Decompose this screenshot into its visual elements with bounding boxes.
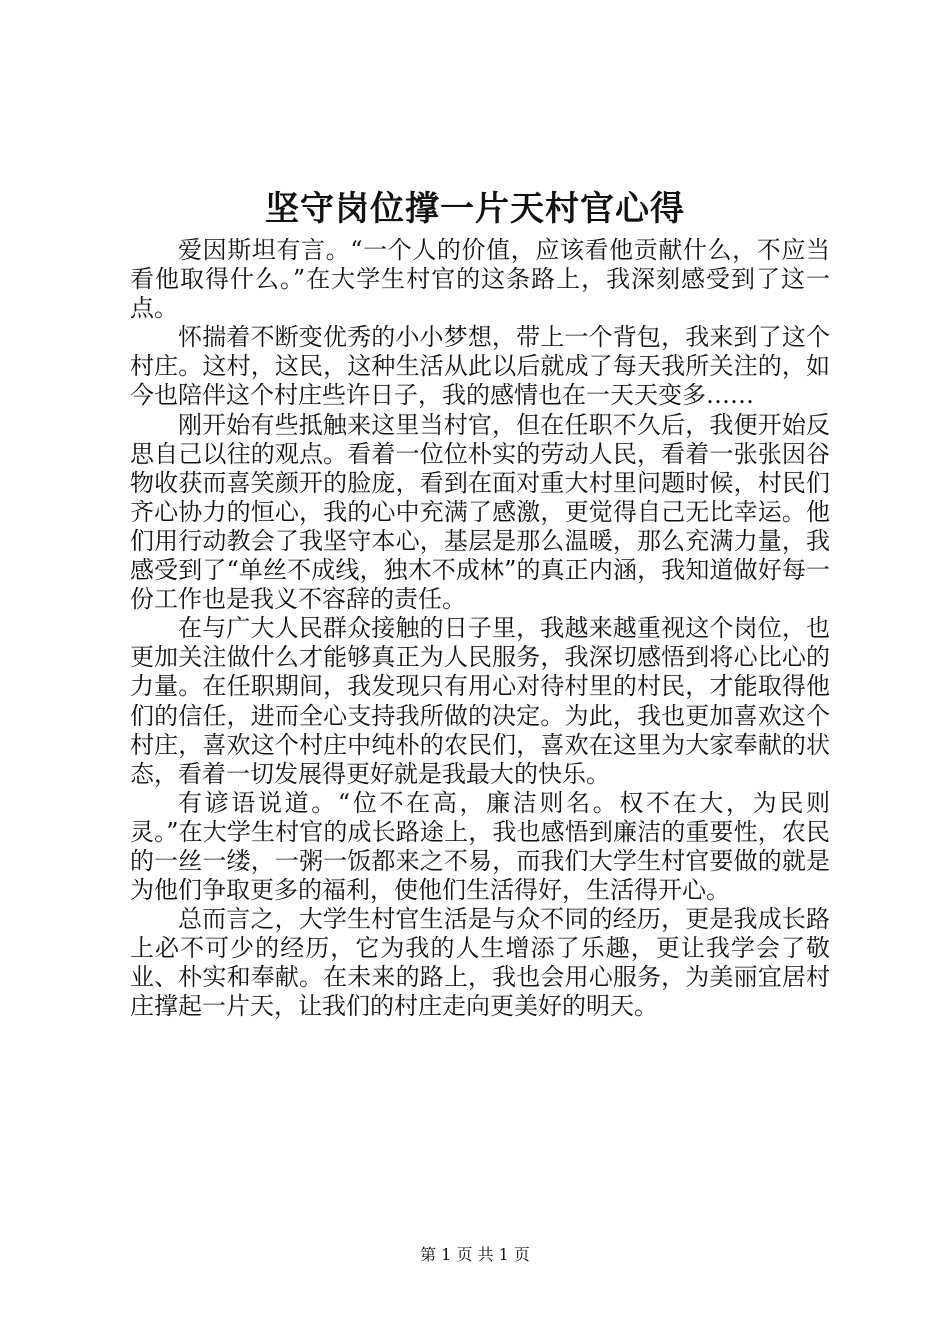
paragraph-4: 在与广大人民群众接触的日子里，我越来越重视这个岗位，也更加关注做什么才能够真正为人民服务，我深切感悟到将心比心的力量。在任职期间，我发现只有用心对待村里的村民，才能取得他们的信任，进而全心支持我所做的决定。为此，我也更加喜欢这个村庄，喜欢这个村庄中纯朴的农民们，喜欢在这里为大家奉献的状态，看着一切发展得更好就是我最大的快乐。 bbox=[130, 614, 830, 788]
document-body bbox=[130, 236, 830, 1022]
paragraph-6: 总而言之，大学生村官生活是与众不同的经历，更是我成长路上必不可少的经历，它为我的人生增添了乐趣，更让我学会了敬业、朴实和奉献。在未来的路上，我也会用心服务，为美丽宜居村庄撑起一片天，让我们的村庄走向更美好的明天。 bbox=[130, 905, 830, 1021]
paragraph-1: 爱因斯坦有言。“一个人的价值，应该看他贡献什么，不应当看他取得什么。”在大学生村官的这条路上，我深刻感受到了这一点。 bbox=[130, 236, 830, 323]
document-title: 坚守岗位撑一片天村官心得 bbox=[265, 189, 685, 229]
paragraph-5: 有谚语说道。“位不在高，廉洁则名。权不在大，为民则灵。”在大学生村官的成长路途上，我也感悟到廉洁的重要性，农民的一丝一缕，一粥一饭都来之不易，而我们大学生村官要做的就是为他们争取更多的福利，使他们生活得好，生活得开心。 bbox=[130, 788, 830, 905]
page-number-footer: 第 1 页 共 1 页 bbox=[420, 1245, 530, 1264]
paragraph-3: 刚开始有些抵触来这里当村官，但在任职不久后，我便开始反思自己以往的观点。看着一位位朴实的劳动人民，看着一张张因谷物收获而喜笑颜开的脸庞，看到在面对重大村里问题时候，村民们齐心协力的恒心，我的心中充满了感激，更觉得自己无比幸运。他们用行动教会了我坚守本心，基层是那么温暖，那么充满力量，我感受到了“单丝不成线，独木不成林”的真正内涵，我知道做好每一份工作也是我义不容辞的责任。 bbox=[130, 410, 830, 614]
paragraph-2: 怀揣着不断变优秀的小小梦想，带上一个背包，我来到了这个村庄。这村，这民，这种生活从此以后就成了每天我所关注的，如今也陪伴这个村庄些许日子，我的感情也在一天天变多…… bbox=[130, 323, 830, 410]
